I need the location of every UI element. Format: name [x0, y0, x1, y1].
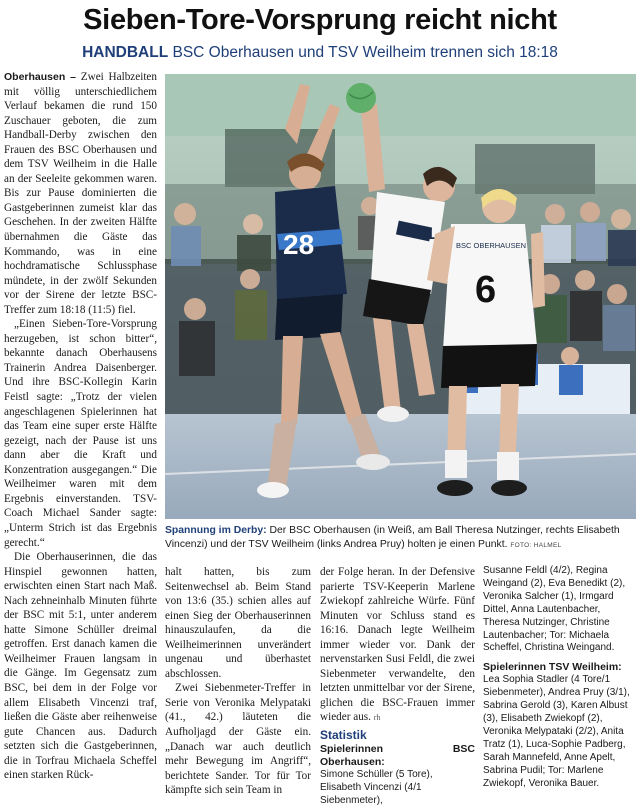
jersey-number-dark: 28 — [283, 229, 315, 260]
stats-tsv-players: Lea Sophia Stadler (4 Tore/1 Siebenmeter), Andrea Pruy (3/1), Sabrina Gerold (3), Karen Albust (3), Elisabeth Zwiekopf (2), Veronika Melypataki (2/2), Anita Tratz (1), Luca-Sophie Padberg, Sarah Mannefeld, Anne Apelt, Sabrina Pudil; Tor: Marlene Zwiekopf, Veronika Bauer. — [483, 674, 630, 789]
subheadline-text: BSC Oberhausen und TSV Weilheim trennen sich 18:18 — [172, 44, 558, 61]
article-column-4 — [483, 565, 636, 791]
author-signature: rh — [373, 713, 381, 723]
paragraph-halftime: halt hatten, bis zum Seitenwechsel ab. Beim Stand von 13:6 (35.) schien alles auf einen Sieg der Oberhauserinnen hinauszulaufen, da die Weilheimerinnen unverändert ungenau und überhastet abschlossen. — [165, 566, 311, 680]
shirt-print: BSC OBERHAUSEN — [456, 241, 527, 250]
jersey-number-white: 6 — [475, 269, 497, 311]
subheadline — [0, 44, 640, 62]
article-column-2 — [165, 565, 311, 798]
article-column-3 — [320, 565, 475, 808]
stats-bsc-heading: Spielerinnen BSC Oberhausen: — [320, 743, 475, 769]
paragraph-first-half: Die Oberhauserinnen, die das Hinspiel gewonnen hatten, erwischten einen Start nach Maß. Nach zehneinhalb Minuten führte der BSC mit 5:1, unter anderem hatte Simone Schüller dreimal getroffen. Erst danach kamen die Weilheimer Frauen langsam in die Gänge. Im Gegensatz zum BSC, bei dem in der Folge vor allem Elisabeth Vincenzi traf, ließen die Gäste aber reihenweise gute Chancen aus. Dadurch setzten sich die Gastgeberinnen, die in Torfrau Michaela Scheffel einen starken Rück- — [4, 551, 157, 782]
caption-lead: Spannung im Derby: — [165, 525, 267, 536]
photo-credit: FOTO: HALMEL — [510, 541, 562, 549]
photo-caption — [165, 524, 636, 552]
stats-bsc-players-continued: Susanne Feldl (4/2), Regina Weingand (2), Eva Benedikt (2), Veronika Salcher (1), Irmgard Dittel, Anna Lautenbacher, Theresa Nutzinger, Christine Lautenbacher; Tor: Michaela Scheffel, Christina Weingand. — [483, 565, 626, 654]
paragraph-quotes: „Einen Sieben-Tore-Vorsprung herzugeben, ist schon bitter“, bekannte danach Oberhausens Trainerin Andrea Daisenberger. Und ihre BSC-Kollegin Karin Feistl sagte: „Trotz der vielen angeschlagenen Spielerinnen hat das Team eine super erste Hälfte gezeigt, nach der Pause ist uns dann aber die Kraft und Konzentration ausgegangen.“ Die Weilheimer waren mit dem Ergebnis einverstanden. TSV-Coach Michael Sander sagte: „Unterm Strich ist das Ergebnis gerecht.“ — [4, 318, 157, 549]
article-column-1 — [4, 70, 157, 783]
dateline: Oberhausen – — [4, 71, 76, 83]
paragraph-finale: der Folge heran. In der Defensive parierte TSV-Keeperin Marlene Zwiekopf zahlreiche Würfe. Fünf Minuten vor Schluss stand es 16:16. Danach legte Weilheim immer wieder vor. Dank der nervenstarken Susi Feldl, die zwei Siebenmeter verwandelte, den letzten unmittelbar vor der Sirene, glichen die BSC-Frauen immer wieder aus. — [320, 566, 475, 724]
caption-text: Der BSC Oberhausen (in Weiß, am Ball Theresa Nutzinger, rechts Elisabeth Vincenzi) und der TSV Weilheim (links Andrea Pruy) holten je einen Punkt. — [165, 525, 620, 550]
section-kicker: HANDBALL — [82, 44, 169, 61]
match-photo — [165, 74, 636, 519]
statistics-heading: Statistik — [320, 728, 367, 743]
stats-bsc-players: Simone Schüller (5 Tore), Elisabeth Vincenzi (4/1 Siebenmeter), — [320, 769, 433, 806]
jersey-number-white-mid: 11 — [417, 224, 435, 243]
headline: Sieben-Tore-Vorsprung reicht nicht — [83, 4, 557, 36]
stats-tsv-heading: Spielerinnen TSV Weilheim: — [483, 661, 622, 674]
paragraph-intro: Zwei Halbzeiten mit völlig unterschiedlichem Verlauf bekamen die rund 150 Zuschauer geboten, die zum Handball-Derby zwischen den Frauen des BSC Oberhausen und dem TSV Weilheim in die Halle an der Seeleite gekommen waren. Bis zur Pause dominierten die Gastgeberinnen zumeist klar das Geschehen. In der zweiten Hälfte übernahmen die Gäste das Kommando, was in eine hochdramatische Schlussphase mündete, in der zwölf Sekunden vor der Sirene der letzte BSC-Treffer zum 18:18 (11:5) fiel. — [4, 71, 157, 316]
paragraph-comeback: Zwei Siebenmeter-Treffer in Serie von Veronika Melypataki (41., 42.) läuteten die Aufholjagd der Gäste ein. „Danach war auch deutlich mehr Bewegung im Angriff“, berichtete Sander. Tor für Tor kämpfte sich sein Team in — [165, 682, 311, 797]
